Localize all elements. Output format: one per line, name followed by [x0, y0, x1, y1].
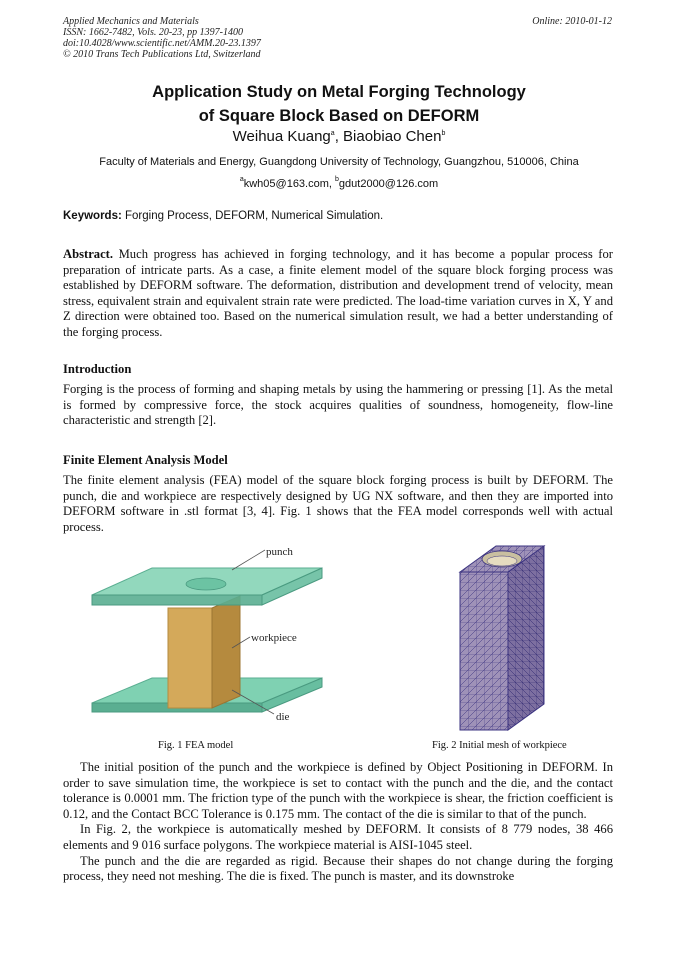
introduction-text: Forging is the process of forming and shaping metals by using the hammering or pressing [1]. As the metal is formed by compressive force, the stock acquires qualities of soundness, homogeneity, flow-line characteristic and strength [2]. [63, 382, 613, 428]
figure-2-mesh [452, 542, 572, 734]
paragraph-2: In Fig. 2, the workpiece is automatically meshed by DEFORM. It consists of 8 779 nodes, 38 466 elements and 9 016 surface polygons. The workpiece material is AISI-1045 steel. [63, 822, 613, 852]
keywords-text: Forging Process, DEFORM, Numerical Simulation. [121, 210, 384, 222]
email-a[interactable]: kwh05@163.com [243, 178, 329, 190]
punch-front-face [92, 595, 262, 605]
copyright: © 2010 Trans Tech Publications Ltd, Switzerland [63, 49, 261, 60]
journal-header [63, 16, 261, 60]
body-text [63, 760, 613, 885]
online-date: Online: 2010-01-12 [532, 16, 612, 27]
email-b[interactable]: gdut2000@126.com [338, 178, 439, 190]
doi: doi:10.4028/www.scientific.net/AMM.20-23.1397 [63, 38, 261, 49]
workpiece-label: workpiece [251, 632, 297, 644]
emails [0, 176, 678, 190]
affiliation: Faculty of Materials and Energy, Guangdong University of Technology, Guangzhou, 510006, China [99, 156, 579, 168]
mesh-side-face [508, 546, 544, 730]
email-separator: , [328, 178, 336, 190]
email-a-mark: a [239, 176, 244, 183]
paper-title [0, 80, 678, 128]
keywords-label: Keywords: [63, 210, 122, 222]
section-introduction-heading: Introduction [63, 362, 132, 376]
journal-name: Applied Mechanics and Materials [63, 16, 199, 27]
workpiece-front-face [168, 608, 212, 708]
mesh-front-face [460, 572, 508, 730]
punch-leader-line [232, 550, 265, 570]
issn: ISSN: 1662-7482, Vols. 20-23, pp 1397-1400 [63, 27, 243, 38]
figure-2-caption: Fig. 2 Initial mesh of workpiece [432, 740, 567, 751]
author-separator: , [334, 128, 344, 145]
author-2: Biaobiao Chen [343, 128, 442, 145]
author-2-mark: b [441, 130, 446, 137]
workpiece-hole-outline [186, 578, 226, 590]
abstract-label: Abstract. [63, 247, 114, 261]
paragraph-1: The initial position of the punch and the workpiece is defined by Object Positioning in DEFORM. In order to save simulation time, the workpiece is set to contact with the punch and the die, and the contact tolerance is 0.0001 mm. The friction type of the punch with the workpiece is shear, the friction coefficient is 0.12, and the Contact BCC Tolerance is 0.175 mm. The contact of the die is similar to that of the punch. [63, 760, 613, 821]
title-line-2: of Square Block Based on DEFORM [198, 107, 480, 125]
email-b-mark: b [335, 176, 339, 183]
author-1-mark: a [330, 130, 335, 137]
author-1: Weihua Kuang [232, 128, 331, 145]
figure-1-fea-model [82, 540, 334, 738]
title-line-1: Application Study on Metal Forging Technology [152, 83, 526, 101]
die-label: die [276, 711, 290, 723]
punch-label: punch [266, 546, 293, 558]
workpiece-side-face [212, 596, 240, 708]
figure-1-caption: Fig. 1 FEA model [158, 740, 234, 751]
mesh-hole-inner [487, 556, 517, 566]
authors [0, 128, 678, 145]
abstract-text: Much progress has achieved in forging technology, and it has become a popular process for preparation of intricate parts. As a case, a finite element model of the square block forging process was established by DEFORM software. The deformation, distribution and development trend of velocity, mean stress, equivalent strain and equivalent strain rate were predicted. The load-time variation curves in X, Y and Z direction were obtained too. Based on the numerical simulation result, we had a better understanding of the forging process. [63, 247, 613, 339]
paragraph-3: The punch and the die are regarded as rigid. Because their shapes do not change during the forging process, they need not meshing. The die is fixed. The punch is master, and its downstroke [63, 853, 613, 884]
abstract [63, 247, 613, 341]
fea-text: The finite element analysis (FEA) model of the square block forging process is built by DEFORM. The punch, die and workpiece are respectively designed by UG NX software, and then they are imported into DEFORM software in .stl format [3, 4]. Fig. 1 shows that the FEA model corresponds well with actual process. [63, 473, 613, 534]
keywords [63, 210, 383, 222]
section-fea-heading: Finite Element Analysis Model [63, 453, 228, 467]
